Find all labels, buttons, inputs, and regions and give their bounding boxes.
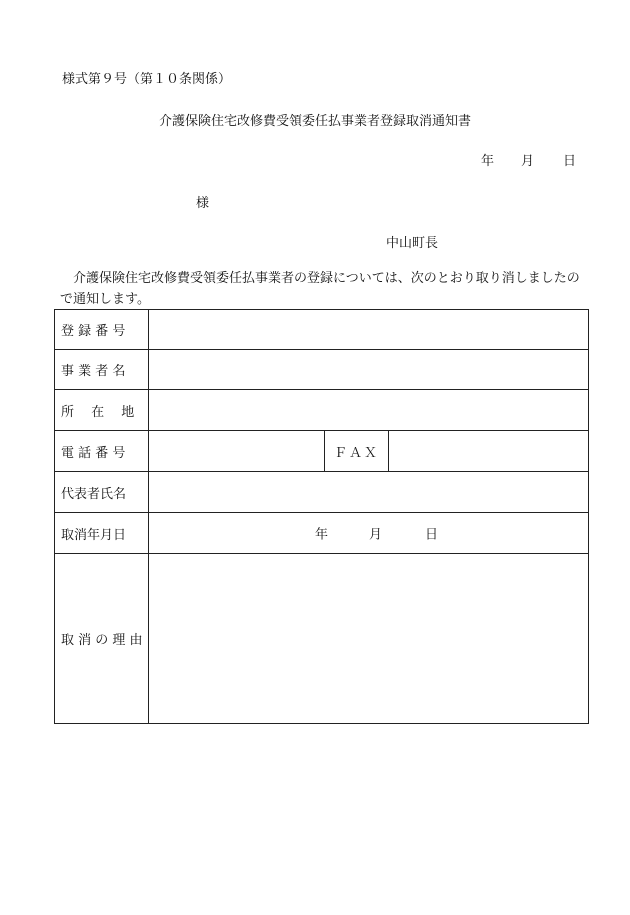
fax-value[interactable] xyxy=(389,431,589,472)
table-row xyxy=(55,390,589,431)
representative-label: 代表者氏名 xyxy=(55,472,149,513)
table-row xyxy=(55,350,589,390)
cancel-reason-label: 取 消 の 理 由 xyxy=(55,554,149,724)
address-value[interactable] xyxy=(149,390,589,431)
date-day-label: 日 xyxy=(563,154,577,169)
representative-value[interactable] xyxy=(149,472,589,513)
business-name-value[interactable] xyxy=(149,350,589,390)
date-month-label: 月 xyxy=(521,154,535,169)
table-row xyxy=(55,310,589,350)
table-row xyxy=(55,513,589,554)
document-title: 介護保険住宅改修費受領委任払事業者登録取消通知書 xyxy=(158,114,471,129)
phone-label: 電 話 番 号 xyxy=(55,431,149,472)
cancel-reason-value[interactable] xyxy=(149,554,589,724)
fax-label: ＦＡＸ xyxy=(325,431,389,472)
notice-body: 介護保険住宅改修費受領委任払事業者の登録については、次のとおり取り消しましたので通知します。 xyxy=(60,271,580,307)
date-year-label: 年 xyxy=(481,154,495,169)
addressee-honorific: 様 xyxy=(196,196,210,211)
cancel-date-year: 年 xyxy=(315,527,329,543)
cancel-date-value[interactable] xyxy=(149,513,589,554)
cancel-date-month: 月 xyxy=(369,527,383,543)
table-row xyxy=(55,431,589,472)
table-row xyxy=(55,554,589,724)
phone-value[interactable] xyxy=(149,431,325,472)
issuer-name: 中山町長 xyxy=(386,236,439,251)
registration-number-value[interactable] xyxy=(149,310,589,350)
address-label: 所 在 地 xyxy=(55,390,149,431)
registration-number-label: 登 録 番 号 xyxy=(55,310,149,350)
cancel-date-label: 取消年月日 xyxy=(55,513,149,554)
table-row xyxy=(55,472,589,513)
form-number: 様式第９号（第１０条関係） xyxy=(62,72,232,87)
cancel-date-day: 日 xyxy=(425,527,439,543)
registration-table xyxy=(54,309,589,724)
business-name-label: 事 業 者 名 xyxy=(55,350,149,390)
